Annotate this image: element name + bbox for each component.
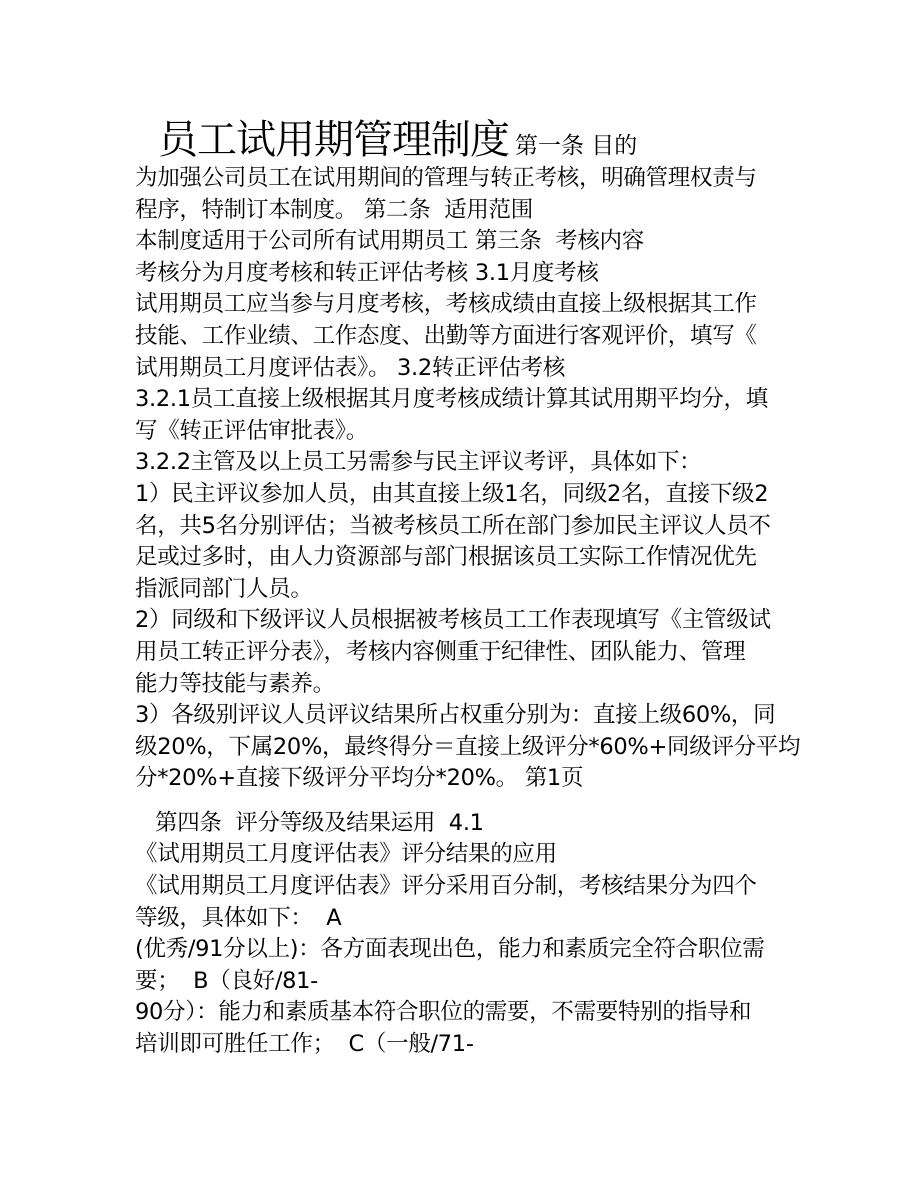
text-line: 考核分为月度考核和转正评估考核 3.1月度考核 xyxy=(135,259,599,286)
text-line: 等级，具体如下： A xyxy=(135,904,342,931)
text-line: (优秀/91分以上)：各方面表现出色，能力和素质完全符合职位需 xyxy=(135,936,765,963)
document-body xyxy=(135,163,815,1061)
text-line: 试用期员工应当参与月度考核，考核成绩由直接上级根据其工作 xyxy=(135,291,757,318)
document-heading xyxy=(158,108,637,165)
text-line: 程序，特制订本制度。 第二条 适用范围 xyxy=(135,196,533,223)
text-line: 2）同级和下级评议人员根据被考核员工工作表现填写《主管级试 xyxy=(135,607,771,634)
text-line: 1）民主评议参加人员，由其直接上级1名，同级2名，直接下级2 xyxy=(135,480,769,507)
text-line: 《试用期员工月度评估表》评分结果的应用 xyxy=(135,841,557,868)
text-line: 写《转正评估审批表》。 xyxy=(135,417,368,444)
text-line: 试用期员工月度评估表》。 3.2转正评估考核 xyxy=(135,354,566,381)
text-line: 级20%，下属20%，最终得分＝直接上级评分*60%+同级评分平均 xyxy=(135,733,801,760)
text-line: 为加强公司员工在试用期间的管理与转正考核，明确管理权责与 xyxy=(135,165,757,191)
text-line: 《试用期员工月度评估表》评分采用百分制，考核结果分为四个 xyxy=(135,873,757,900)
text-line: 3.2.1员工直接上级根据其月度考核成绩计算其试用期平均分，填 xyxy=(135,386,768,413)
text-line: 分*20%+直接下级评分平均分*20%。 第1页 xyxy=(135,765,584,792)
text-line: 3）各级别评议人员评议结果所占权重分别为：直接上级60%，同 xyxy=(135,702,776,729)
text-line: 第四条 评分等级及结果运用 4.1 xyxy=(155,809,484,836)
text-line: 要； B（良好/81- xyxy=(135,967,318,994)
page-break xyxy=(135,795,815,808)
text-line: 足或过多时，由人力资源部与部门根据该员工实际工作情况优先 xyxy=(135,544,757,571)
text-line: 90分）：能力和素质基本符合职位的需要，不需要特别的指导和 xyxy=(135,999,752,1026)
section-heading: 第一条 目的 xyxy=(515,133,638,159)
text-line: 3.2.2主管及以上员工另需参与民主评议考评，具体如下： xyxy=(135,449,702,476)
text-line: 培训即可胜任工作； C（一般/71- xyxy=(135,1031,474,1058)
text-line: 本制度适用于公司所有试用期员工 第三条 考核内容 xyxy=(135,228,644,255)
text-line: 用员工转正评分表》，考核内容侧重于纪律性、团队能力、管理 xyxy=(135,638,746,665)
text-line: 能力等技能与素养。 xyxy=(135,670,335,697)
document-title: 员工试用期管理制度 xyxy=(158,117,509,163)
text-line: 指派同部门人员。 xyxy=(135,575,313,602)
text-line: 技能、工作业绩、工作态度、出勤等方面进行客观评价，填写《 xyxy=(135,322,757,349)
text-line: 名，共5名分别评估；当被考核员工所在部门参加民主评议人员不 xyxy=(135,512,771,539)
